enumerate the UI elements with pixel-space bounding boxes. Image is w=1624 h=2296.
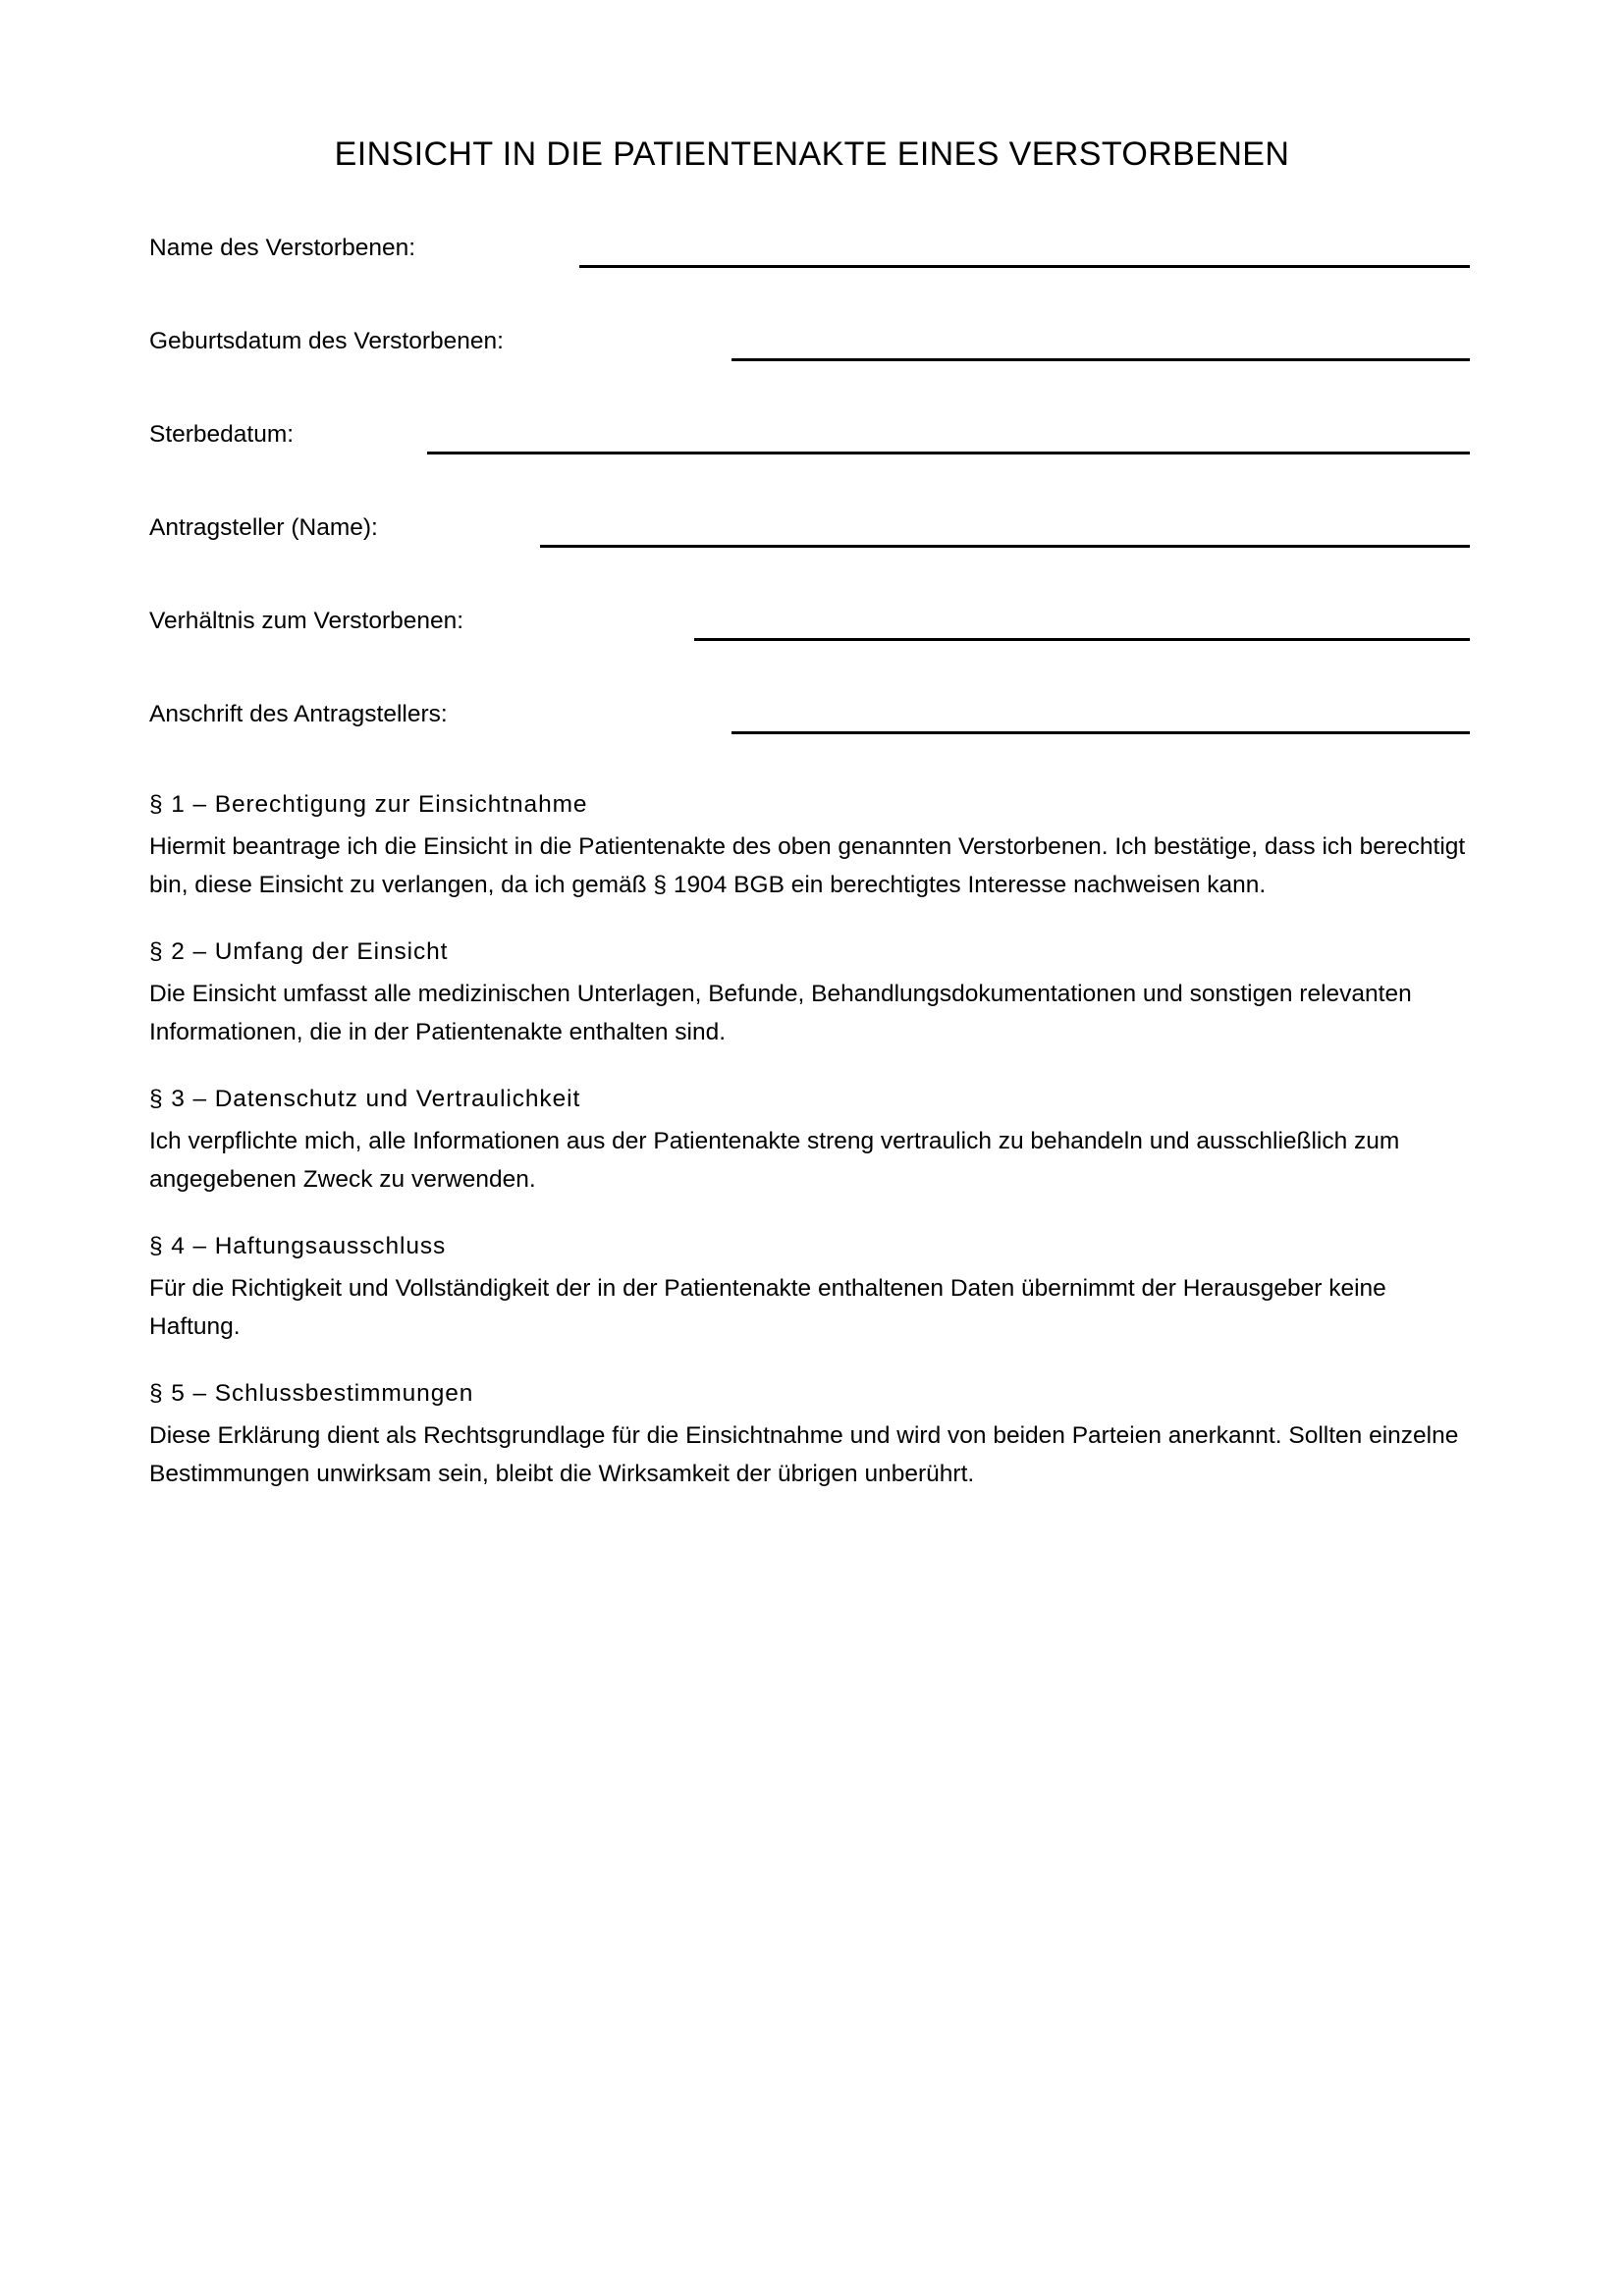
field-input-geburtsdatum-des-verstorbenen[interactable] [731,358,1470,361]
section-5 [149,1376,1473,1493]
form-row-anschrift-des-antragstellers [0,700,1624,793]
field-label-verhaeltnis-zum-verstorbenen: Verhältnis zum Verstorbenen: [149,608,464,634]
field-label-antragsteller-name: Antragsteller (Name): [149,514,378,541]
section-4 [149,1229,1473,1346]
section-3 [149,1082,1473,1199]
page-title: EINSICHT IN DIE PATIENTENAKTE EINES VERSTORBENEN [334,134,1290,173]
form-row-verhaeltnis-zum-verstorbenen [0,607,1624,700]
field-input-sterbedatum[interactable] [427,452,1470,454]
section-3-heading: § 3 – Datenschutz und Vertraulichkeit [149,1086,581,1112]
section-4-heading: § 4 – Haftungsausschluss [149,1233,447,1259]
section-5-body: Diese Erklärung dient als Rechtsgrundlage für die Einsichtnahme und wird von beiden Parteien anerkannt. Sollten einzelne Bestimmungen unwirksam sein, bleibt die Wirksamkeit der übrigen unberührt. [149,1422,1459,1487]
field-label-geburtsdatum-des-verstorbenen: Geburtsdatum des Verstorbenen: [149,328,504,354]
field-label-name-des-verstorbenen: Name des Verstorbenen: [149,235,416,261]
field-label-sterbedatum: Sterbedatum: [149,421,295,448]
section-2-body: Die Einsicht umfasst alle medizinischen Unterlagen, Befunde, Behandlungsdokumentationen und sonstigen relevanten Informationen, die in der Patientenakte enthalten sind. [149,981,1412,1045]
form-row-antragsteller-name [0,513,1624,607]
field-input-name-des-verstorbenen[interactable] [579,265,1470,268]
field-input-anschrift-des-antragstellers[interactable] [731,731,1470,734]
section-2-heading: § 2 – Umfang der Einsicht [149,938,449,965]
form-row-geburtsdatum-des-verstorbenen [0,327,1624,420]
section-1 [149,787,1473,904]
section-1-heading: § 1 – Berechtigung zur Einsichtnahme [149,791,588,818]
section-5-heading: § 5 – Schlussbestimmungen [149,1380,474,1407]
form-row-sterbedatum [0,420,1624,513]
form-row-name-des-verstorbenen [0,234,1624,327]
section-3-body: Ich verpflichte mich, alle Informationen aus der Patientenakte streng vertraulich zu behandeln und ausschließlich zum angegebenen Zweck zu verwenden. [149,1128,1400,1193]
sections-block [149,787,1473,1493]
form-fields-block [0,234,1624,793]
field-label-anschrift-des-antragstellers: Anschrift des Antragstellers: [149,701,448,727]
field-input-verhaeltnis-zum-verstorbenen[interactable] [694,638,1470,641]
field-input-antragsteller-name[interactable] [540,545,1470,548]
section-1-body: Hiermit beantrage ich die Einsicht in die Patientenakte des oben genannten Verstorbenen. Ich bestätige, dass ich berechtigt bin, diese Einsicht zu verlangen, da ich gemäß § 1904 BGB ein berechtigtes Interesse nachweisen kann. [149,833,1466,898]
section-2 [149,934,1473,1051]
section-4-body: Für die Richtigkeit und Vollständigkeit der in der Patientenakte enthaltenen Daten übernimmt der Herausgeber keine Haftung. [149,1275,1386,1340]
